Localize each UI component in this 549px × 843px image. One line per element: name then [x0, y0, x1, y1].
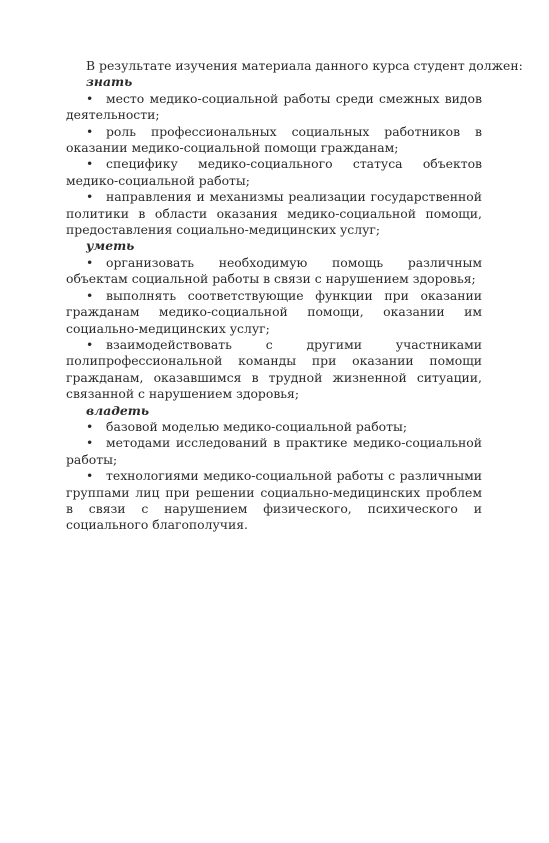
bullet-icon: • — [86, 468, 94, 484]
section-heading-know: знать — [86, 74, 133, 90]
list-item — [66, 337, 482, 403]
list-item-text: место медико-социальной работы среди смежных видов деятельности; — [66, 90, 482, 123]
list-item-text: базовой моделью медико-социальной работы; — [106, 418, 408, 434]
bullet-icon: • — [86, 254, 94, 270]
list-item-text: взаимодействовать с другими участниками полипрофессиональной команды при оказании помощи гражданам, оказавшимся в трудной жизненной ситуации, связанной с нарушением здоровья; — [66, 336, 482, 402]
bullet-icon: • — [86, 123, 94, 139]
list-item — [66, 189, 482, 238]
list-item — [66, 435, 482, 468]
list-item — [66, 419, 482, 435]
list-item — [66, 91, 482, 124]
list-item-text: направления и механизмы реализации государственной политики в области оказания медико-социальной помощи, предоставления социально-медицинских услуг; — [66, 189, 482, 238]
list-item-text: роль профессиональных социальных работников в оказании медико-социальной помощи гражданам; — [66, 123, 482, 156]
bullet-icon: • — [86, 435, 94, 451]
list-item — [66, 288, 482, 337]
list-item — [66, 124, 482, 157]
list-item-text: специфику медико-социального статуса объектов медико-социальной работы; — [66, 156, 482, 188]
bullet-icon: • — [86, 189, 94, 205]
bullet-icon: • — [86, 287, 94, 303]
bullet-icon: • — [86, 90, 94, 106]
list-item-text: технологиями медико-социальной работы с различными группами лиц при решении социально-медицинских проблем в связи с нарушением физического, психического и социального благополучия. — [66, 468, 482, 533]
bullet-icon: • — [86, 336, 94, 352]
section-heading-can: уметь — [86, 238, 135, 254]
list-item-text: организовать необходимую помощь различным объектам социальной работы в связи с нарушением здоровья; — [66, 254, 482, 287]
list-item — [66, 156, 482, 189]
bullet-icon: • — [86, 156, 94, 172]
list-item — [66, 255, 482, 288]
intro-paragraph: В результате изучения материала данного курса студент должен: — [86, 58, 523, 73]
list-item — [66, 468, 482, 534]
list-item-text: выполнять соответствующие функции при оказании гражданам медико-социальной помощи, оказании им социально-медицинских услуг; — [66, 287, 482, 336]
section-heading-master: владеть — [86, 402, 150, 418]
list-item-text: методами исследований в практике медико-социальной работы; — [66, 435, 482, 467]
text-block — [66, 58, 523, 534]
bullet-icon: • — [86, 418, 94, 434]
